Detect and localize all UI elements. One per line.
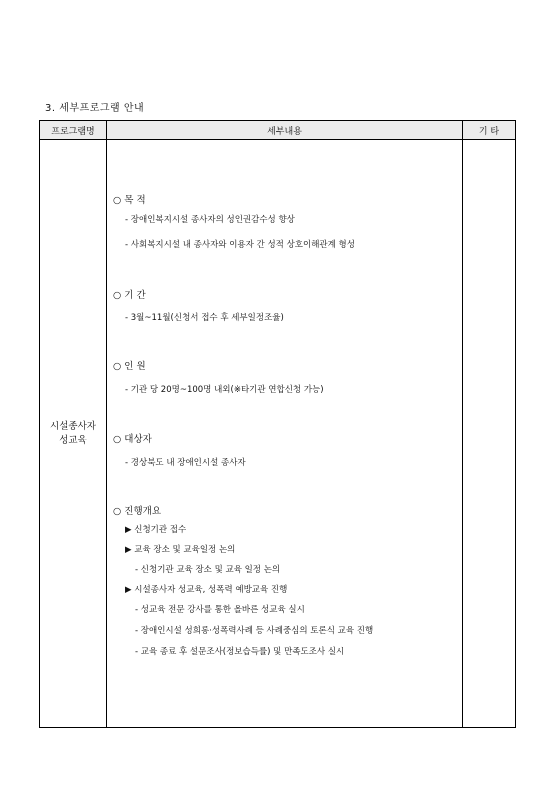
period-heading: ○ 기 간 bbox=[113, 290, 146, 301]
people-item: - 기관 당 20명~100명 내외(※타기관 연합신청 가능) bbox=[125, 385, 324, 395]
process-detail: - 교육 종료 후 설문조사(정보습득률) 및 만족도조사 실시 bbox=[135, 647, 345, 657]
program-table bbox=[39, 120, 516, 728]
purpose-heading: ○ 목 적 bbox=[113, 195, 146, 206]
process-heading: ○ 진행개요 bbox=[113, 506, 162, 517]
people-heading: ○ 인 원 bbox=[113, 361, 146, 372]
header-details: 세부내용 bbox=[107, 121, 463, 140]
etc-cell bbox=[463, 140, 516, 728]
process-detail: - 장애인시설 성희롱·성폭력사례 등 사례중심의 토론식 교육 진행 bbox=[135, 626, 374, 636]
program-name-line2: 성교육 bbox=[59, 434, 87, 446]
process-detail: - 신청기관 교육 장소 및 교육 일정 논의 bbox=[135, 565, 281, 575]
details-cell bbox=[107, 140, 463, 728]
program-name-cell bbox=[40, 140, 107, 728]
table-row bbox=[40, 140, 516, 728]
header-etc: 기 타 bbox=[463, 121, 516, 140]
process-detail: - 성교육 전문 강사를 통한 올바른 성교육 실시 bbox=[135, 605, 305, 615]
process-step: ▶ 시설종사자 성교육, 성폭력 예방교육 진행 bbox=[125, 585, 288, 595]
purpose-item: - 사회복지시설 내 종사자와 이용자 간 성적 상호이해관계 형성 bbox=[125, 240, 355, 250]
program-name-line1: 시설종사자 bbox=[50, 420, 96, 432]
process-step: ▶ 교육 장소 및 교육일정 논의 bbox=[125, 545, 236, 555]
period-item: - 3월~11월(신청서 접수 후 세부일정조율) bbox=[125, 313, 284, 323]
purpose-item: - 장애인복지시설 종사자의 성인권감수성 향상 bbox=[125, 215, 295, 225]
process-step: ▶ 신청기관 접수 bbox=[125, 525, 187, 535]
target-heading: ○ 대상자 bbox=[113, 434, 152, 445]
header-program-name: 프로그램명 bbox=[40, 121, 107, 140]
table-header-row bbox=[40, 121, 516, 140]
target-item: - 경상북도 내 장애인시설 종사자 bbox=[125, 458, 246, 468]
section-title: 3. 세부프로그램 안내 bbox=[45, 103, 145, 114]
